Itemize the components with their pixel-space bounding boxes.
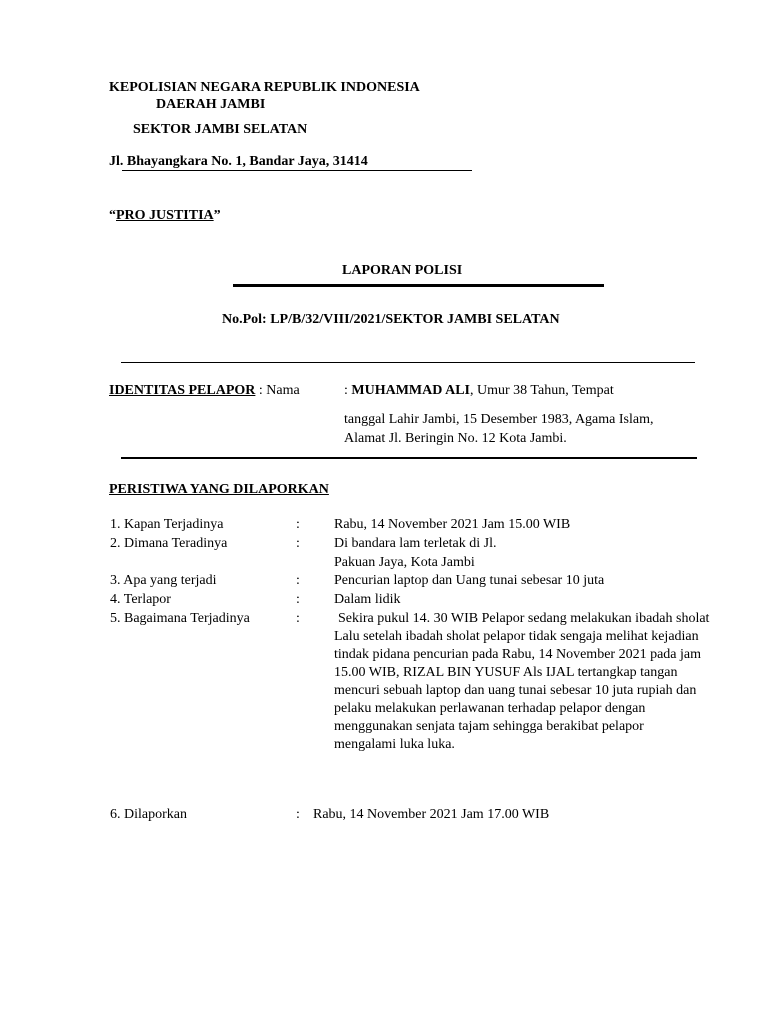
- incident-item-how-cont: [0, 647, 768, 665]
- incident-item-how-cont: [0, 665, 768, 683]
- item-value: pelaku melakukan perlawanan terhadap pelapor dengan: [334, 701, 646, 716]
- sector-name: SEKTOR JAMBI SELATAN: [133, 122, 308, 137]
- separator-rule-bottom: [121, 457, 697, 459]
- item-value: Pakuan Jaya, Kota Jambi: [334, 555, 475, 570]
- item-colon: :: [296, 536, 300, 551]
- item-value: Dalam lidik: [334, 592, 401, 607]
- separator-rule-top: [121, 362, 695, 363]
- incident-item-how: [0, 611, 768, 629]
- reporter-details-1: , Umur 38 Tahun, Tempat: [470, 383, 614, 398]
- office-address: Jl. Bhayangkara No. 1, Bandar Jaya, 31414: [109, 154, 368, 169]
- item-colon: :: [296, 611, 300, 626]
- item-value: Sekira pukul 14. 30 WIB Pelapor sedang melakukan ibadah sholat: [338, 611, 710, 626]
- item-value: mengalami luka luka.: [334, 737, 455, 752]
- item-value: mencuri sebuah laptop dan uang tunai sebesar 10 juta rupiah dan: [334, 683, 697, 698]
- address-underline: [122, 170, 472, 171]
- item-label: 3. Apa yang terjadi: [110, 573, 217, 588]
- item-value: Rabu, 14 November 2021 Jam 15.00 WIB: [334, 517, 571, 532]
- reporter-line-1: [344, 382, 614, 400]
- name-colon: :: [344, 383, 352, 398]
- incident-item-what: [0, 573, 768, 591]
- pro-justitia: [109, 207, 221, 225]
- incident-heading: PERISTIWA YANG DILAPORKAN: [109, 482, 329, 497]
- item-colon: :: [296, 807, 300, 822]
- item-colon: :: [296, 573, 300, 588]
- report-title: LAPORAN POLISI: [342, 263, 463, 278]
- item-label: 4. Terlapor: [110, 592, 171, 607]
- item-label: 5. Bagaimana Terjadinya: [110, 611, 250, 626]
- incident-item-where: [0, 536, 768, 554]
- incident-item-how-cont: [0, 629, 768, 647]
- incident-item-how-cont: [0, 737, 768, 755]
- pro-justitia-text: PRO JUSTITIA: [116, 208, 214, 223]
- incident-item-how-cont: [0, 719, 768, 737]
- incident-item-where-cont: [0, 555, 768, 573]
- region-name: DAERAH JAMBI: [156, 97, 266, 112]
- item-value: Rabu, 14 November 2021 Jam 17.00 WIB: [313, 807, 550, 822]
- reporter-details-3: Alamat Jl. Beringin No. 12 Kota Jambi.: [344, 431, 567, 446]
- item-value: Lalu setelah ibadah sholat pelapor tidak sengaja melihat kejadian: [334, 629, 699, 644]
- item-colon: :: [296, 517, 300, 532]
- incident-item-suspect: [0, 592, 768, 610]
- name-label: : Nama: [255, 383, 300, 398]
- item-value: Di bandara lam terletak di Jl.: [334, 536, 497, 551]
- item-value: 15.00 WIB, RIZAL BIN YUSUF Als IJAL tertangkap tangan: [334, 665, 678, 680]
- title-rule: [233, 284, 604, 287]
- pro-justitia-open-quote: “: [109, 208, 116, 223]
- incident-item-when: [0, 517, 768, 535]
- incident-item-how-cont: [0, 683, 768, 701]
- item-value: Pencurian laptop dan Uang tunai sebesar 10 juta: [334, 573, 605, 588]
- reporter-name: MUHAMMAD ALI: [351, 383, 470, 398]
- incident-item-reported: [0, 807, 768, 825]
- agency-name: KEPOLISIAN NEGARA REPUBLIK INDONESIA: [109, 80, 420, 95]
- reporter-heading: IDENTITAS PELAPOR: [109, 383, 256, 398]
- reporter-heading-row: [109, 382, 300, 400]
- incident-item-how-cont: [0, 701, 768, 719]
- item-value: tindak pidana pencurian pada Rabu, 14 November 2021 pada jam: [334, 647, 701, 662]
- item-label: 1. Kapan Terjadinya: [110, 517, 224, 532]
- item-value: menggunakan senjata tajam sehingga berakibat pelapor: [334, 719, 644, 734]
- pro-justitia-close-quote: ”: [213, 208, 221, 223]
- item-colon: :: [296, 592, 300, 607]
- reporter-details-2: tanggal Lahir Jambi, 15 Desember 1983, Agama Islam,: [344, 412, 654, 427]
- item-label: 2. Dimana Teradinya: [110, 536, 228, 551]
- report-number: No.Pol: LP/B/32/VIII/2021/SEKTOR JAMBI SELATAN: [222, 312, 560, 327]
- item-label: 6. Dilaporkan: [110, 807, 187, 822]
